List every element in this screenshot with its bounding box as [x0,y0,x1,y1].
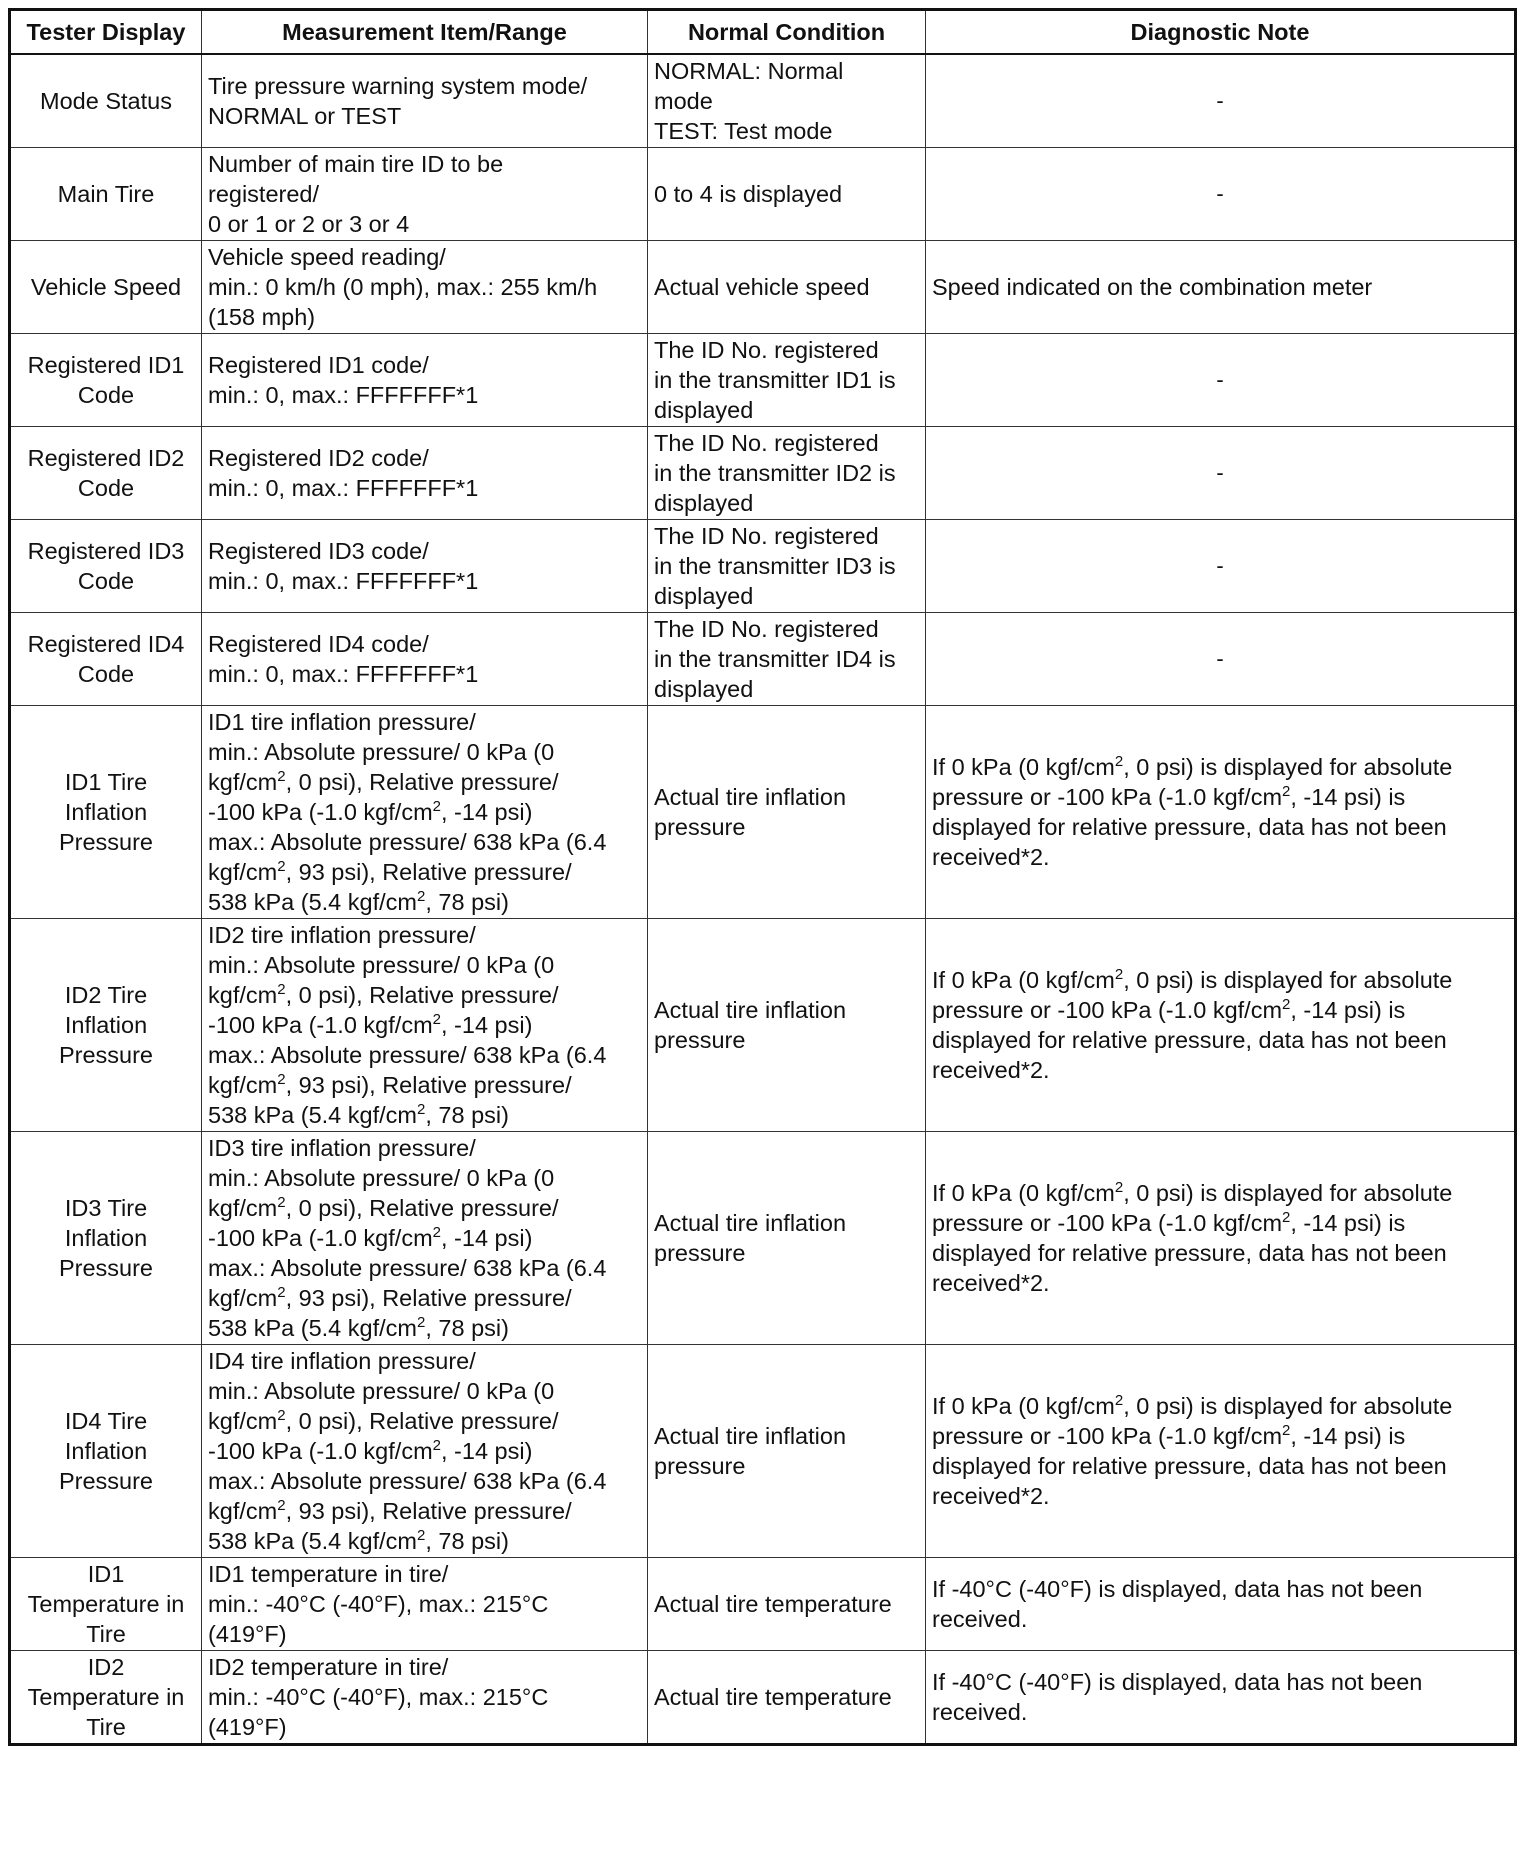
cell-line: in the transmitter ID2 is [654,460,896,486]
cell-measurement-item-range [202,1651,648,1745]
cell-line: kgf/$cm^2$, 0 psi), Relative pressure/ [208,981,559,1008]
cell-line: min.: 0, max.: FFFFFFF*1 [208,661,479,687]
cell-line: displayed [654,397,754,423]
cell-line: Code [77,568,135,594]
cell-line: Pressure [58,1255,154,1281]
cell-measurement-item-range [202,241,648,334]
cell-line: Inflation [64,1225,148,1251]
cell-line: min.: 0, max.: FFFFFFF*1 [208,382,479,408]
cell-line: kgf/$cm^2$, 0 psi), Relative pressure/ [208,1407,559,1434]
cell-line: received*2. [932,844,1050,870]
cell-line: If -40°C (-40°F) is displayed, data has not been [932,1669,1423,1695]
cell-line: -100 kPa (-1.0 kgf/$cm^2$, -14 psi) [208,798,533,825]
cell-line: (419°F) [208,1621,287,1647]
cell-line: - [1216,181,1224,206]
cell-line: displayed for relative pressure, data has not been [932,1453,1447,1479]
cell-measurement-item-range [202,334,648,427]
cell-tester-display [10,54,202,148]
cell-line: ID3 Tire [64,1195,148,1221]
cell-diagnostic-note [926,520,1516,613]
cell-diagnostic-note [926,334,1516,427]
cell-line: If 0 kPa (0 kgf/$cm^2$, 0 psi) is displayed for absolute [932,1179,1453,1206]
cell-line: min.: Absolute pressure/ 0 kPa (0 [208,1165,555,1191]
cell-line: max.: Absolute pressure/ 638 kPa (6.4 [208,1042,607,1068]
cell-measurement-item-range [202,520,648,613]
cell-line: NORMAL: Normal [654,58,844,84]
cell-line: mode [654,88,713,114]
header-row [10,10,1516,55]
cell-measurement-item-range [202,148,648,241]
cell-line: Inflation [64,1438,148,1464]
cell-line: 538 kPa (5.4 kgf/$cm^2$, 78 psi) [208,888,509,915]
cell-line: Actual tire inflation [654,1210,847,1236]
cell-line: registered/ [208,181,320,207]
cell-line: Pressure [58,829,154,855]
cell-line: - [1216,460,1224,485]
cell-tester-display [10,520,202,613]
cell-line: If 0 kPa (0 kgf/$cm^2$, 0 psi) is displayed for absolute [932,753,1453,780]
cell-tester-display [10,706,202,919]
cell-tester-display [10,1345,202,1558]
table-row [10,54,1516,148]
cell-line: displayed for relative pressure, data has not been [932,1240,1447,1266]
cell-diagnostic-note [926,1651,1516,1745]
cell-line: pressure [654,1027,746,1053]
cell-line: The ID No. registered [654,616,879,642]
cell-line: in the transmitter ID1 is [654,367,896,393]
table-row [10,1558,1516,1651]
cell-line: Code [77,382,135,408]
cell-line: displayed [654,490,754,516]
cell-line: received*2. [932,1483,1050,1509]
cell-line: displayed [654,583,754,609]
cell-line: displayed for relative pressure, data has not been [932,1027,1447,1053]
cell-line: min.: 0, max.: FFFFFFF*1 [208,568,479,594]
cell-measurement-item-range [202,919,648,1132]
cell-line: 538 kPa (5.4 kgf/$cm^2$, 78 psi) [208,1101,509,1128]
cell-measurement-item-range [202,706,648,919]
cell-line: Temperature in [27,1684,185,1710]
cell-line: received. [932,1606,1028,1632]
cell-line: Tire pressure warning system mode/ [208,73,588,99]
cell-measurement-item-range [202,1345,648,1558]
cell-line: max.: Absolute pressure/ 638 kPa (6.4 [208,829,607,855]
cell-line: min.: Absolute pressure/ 0 kPa (0 [208,1378,555,1404]
cell-diagnostic-note [926,1558,1516,1651]
cell-line: displayed [654,676,754,702]
cell-line: received*2. [932,1270,1050,1296]
cell-line: max.: Absolute pressure/ 638 kPa (6.4 [208,1255,607,1281]
table-row [10,520,1516,613]
cell-line: If 0 kPa (0 kgf/$cm^2$, 0 psi) is displayed for absolute [932,1392,1453,1419]
cell-line: ID1 Tire [64,769,148,795]
cell-line: The ID No. registered [654,523,879,549]
cell-line: Vehicle Speed [30,274,182,300]
cell-line: The ID No. registered [654,430,879,456]
cell-line: 0 or 1 or 2 or 3 or 4 [208,211,410,237]
cell-line: Tire [86,1621,126,1647]
cell-diagnostic-note [926,919,1516,1132]
cell-line: Registered ID2 [27,445,185,471]
cell-line: ID4 Tire [64,1408,148,1434]
cell-line: -100 kPa (-1.0 kgf/$cm^2$, -14 psi) [208,1224,533,1251]
cell-line: TEST: Test mode [654,118,833,144]
cell-line: Inflation [64,1012,148,1038]
table-row [10,1651,1516,1745]
cell-diagnostic-note [926,427,1516,520]
cell-line: - [1216,553,1224,578]
cell-line: If -40°C (-40°F) is displayed, data has not been [932,1576,1423,1602]
cell-line: pressure or -100 kPa (-1.0 kgf/$cm^2$, -14 psi) is [932,996,1406,1023]
cell-line: Registered ID1 [27,352,185,378]
cell-line: pressure [654,1453,746,1479]
cell-line: pressure or -100 kPa (-1.0 kgf/$cm^2$, -14 psi) is [932,1209,1406,1236]
cell-line: -100 kPa (-1.0 kgf/$cm^2$, -14 psi) [208,1011,533,1038]
cell-line: in the transmitter ID4 is [654,646,896,672]
cell-normal-condition [648,919,926,1132]
header-measurement-item-range: Measurement Item/Range [202,10,648,55]
cell-tester-display [10,1132,202,1345]
cell-line: Actual tire inflation [654,997,847,1023]
cell-line: Code [77,475,135,501]
cell-line: min.: Absolute pressure/ 0 kPa (0 [208,739,555,765]
cell-normal-condition [648,1558,926,1651]
cell-line: Tire [86,1714,126,1740]
cell-line: pressure or -100 kPa (-1.0 kgf/$cm^2$, -14 psi) is [932,1422,1406,1449]
cell-line: -100 kPa (-1.0 kgf/$cm^2$, -14 psi) [208,1437,533,1464]
cell-line: Registered ID4 code/ [208,631,429,657]
cell-line: The ID No. registered [654,337,879,363]
cell-line: min.: -40°C (-40°F), max.: 215°C [208,1591,549,1617]
cell-line: (419°F) [208,1714,287,1740]
cell-line: - [1216,88,1224,113]
cell-line: min.: 0, max.: FFFFFFF*1 [208,475,479,501]
cell-line: 538 kPa (5.4 kgf/$cm^2$, 78 psi) [208,1314,509,1341]
cell-line: Mode Status [40,88,172,114]
cell-line: pressure or -100 kPa (-1.0 kgf/$cm^2$, -14 psi) is [932,783,1406,810]
cell-tester-display [10,334,202,427]
table-row [10,706,1516,919]
cell-line: Actual tire inflation [654,1423,847,1449]
cell-diagnostic-note [926,1345,1516,1558]
cell-measurement-item-range [202,1558,648,1651]
data-list-table [8,8,1517,1746]
cell-line: Inflation [64,799,148,825]
cell-line: (158 mph) [208,304,316,330]
cell-line: Registered ID4 [27,631,185,657]
cell-normal-condition [648,241,926,334]
cell-line: kgf/$cm^2$, 93 psi), Relative pressure/ [208,858,572,885]
cell-normal-condition [648,613,926,706]
cell-line: - [1216,646,1224,671]
cell-tester-display [10,919,202,1132]
cell-line: Number of main tire ID to be [208,151,504,177]
cell-normal-condition [648,1651,926,1745]
table-row [10,1132,1516,1345]
cell-line: 0 to 4 is displayed [654,181,843,207]
cell-line: ID3 tire inflation pressure/ [208,1135,476,1161]
cell-line: ID2 [87,1654,125,1680]
cell-line: min.: -40°C (-40°F), max.: 215°C [208,1684,549,1710]
cell-line: Temperature in [27,1591,185,1617]
cell-normal-condition [648,54,926,148]
cell-tester-display [10,148,202,241]
cell-diagnostic-note [926,1132,1516,1345]
cell-line: max.: Absolute pressure/ 638 kPa (6.4 [208,1468,607,1494]
cell-measurement-item-range [202,427,648,520]
cell-line: ID4 tire inflation pressure/ [208,1348,476,1374]
cell-line: pressure [654,1240,746,1266]
cell-line: kgf/$cm^2$, 93 psi), Relative pressure/ [208,1284,572,1311]
cell-line: ID1 [87,1561,125,1587]
cell-line: Actual tire temperature [654,1591,892,1617]
table-row [10,334,1516,427]
cell-line: Actual tire temperature [654,1684,892,1710]
cell-line: displayed for relative pressure, data has not been [932,814,1447,840]
table-row [10,148,1516,241]
cell-line: Main Tire [57,181,155,207]
cell-line: If 0 kPa (0 kgf/$cm^2$, 0 psi) is displayed for absolute [932,966,1453,993]
cell-line: kgf/$cm^2$, 93 psi), Relative pressure/ [208,1497,572,1524]
cell-measurement-item-range [202,54,648,148]
table-row [10,427,1516,520]
cell-line: 538 kPa (5.4 kgf/$cm^2$, 78 psi) [208,1527,509,1554]
table-row [10,919,1516,1132]
cell-line: ID2 Tire [64,982,148,1008]
cell-diagnostic-note [926,241,1516,334]
cell-normal-condition [648,1345,926,1558]
cell-line: - [1216,367,1224,392]
cell-line: ID2 tire inflation pressure/ [208,922,476,948]
header-normal-condition: Normal Condition [648,10,926,55]
cell-tester-display [10,241,202,334]
cell-line: Registered ID1 code/ [208,352,429,378]
cell-line: Actual tire inflation [654,784,847,810]
cell-normal-condition [648,706,926,919]
cell-tester-display [10,1651,202,1745]
cell-diagnostic-note [926,613,1516,706]
table-body [10,54,1516,1745]
cell-measurement-item-range [202,1132,648,1345]
header-diagnostic-note: Diagnostic Note [926,10,1516,55]
cell-diagnostic-note [926,706,1516,919]
cell-normal-condition [648,148,926,241]
cell-line: min.: 0 km/h (0 mph), max.: 255 km/h [208,274,598,300]
cell-line: Actual vehicle speed [654,274,870,300]
cell-line: kgf/$cm^2$, 93 psi), Relative pressure/ [208,1071,572,1098]
cell-measurement-item-range [202,613,648,706]
cell-diagnostic-note [926,54,1516,148]
cell-line: Registered ID3 code/ [208,538,429,564]
cell-diagnostic-note [926,148,1516,241]
cell-line: received. [932,1699,1028,1725]
table-row [10,613,1516,706]
table-row [10,241,1516,334]
table-row [10,1345,1516,1558]
cell-line: kgf/$cm^2$, 0 psi), Relative pressure/ [208,768,559,795]
cell-line: Pressure [58,1468,154,1494]
cell-line: in the transmitter ID3 is [654,553,896,579]
spec-sheet [8,8,1514,1746]
cell-normal-condition [648,1132,926,1345]
cell-line: kgf/$cm^2$, 0 psi), Relative pressure/ [208,1194,559,1221]
cell-tester-display [10,613,202,706]
cell-line: pressure [654,814,746,840]
cell-line: ID1 temperature in tire/ [208,1561,449,1587]
cell-normal-condition [648,427,926,520]
cell-line: Code [77,661,135,687]
header-tester-display: Tester Display [10,10,202,55]
cell-line: Registered ID2 code/ [208,445,429,471]
cell-tester-display [10,1558,202,1651]
cell-line: Pressure [58,1042,154,1068]
cell-normal-condition [648,334,926,427]
cell-line: ID1 tire inflation pressure/ [208,709,476,735]
cell-line: Vehicle speed reading/ [208,244,446,270]
cell-line: min.: Absolute pressure/ 0 kPa (0 [208,952,555,978]
cell-line: NORMAL or TEST [208,103,402,129]
cell-line: received*2. [932,1057,1050,1083]
cell-line: ID2 temperature in tire/ [208,1654,449,1680]
cell-normal-condition [648,520,926,613]
cell-tester-display [10,427,202,520]
cell-line: Speed indicated on the combination meter [932,274,1373,300]
cell-line: Registered ID3 [27,538,185,564]
